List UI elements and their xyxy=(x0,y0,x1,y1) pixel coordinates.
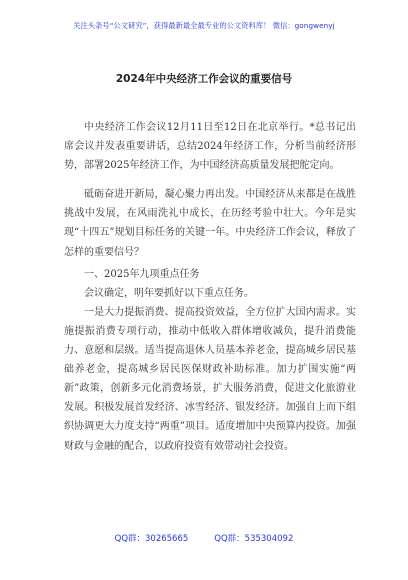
qq-group-1: QQ群：30265665 xyxy=(114,534,189,544)
paragraph-intro: 中央经济工作会议12月11日至12日在北京举行。*总书记出席会议并发表重要讲话，总结2024年经济工作，分析当前经济形势，部署2025年经济工作，为中国经济高质量发展把舵定向。 xyxy=(64,122,356,172)
contact-footer xyxy=(0,533,408,545)
paragraph-task-one: 一是大力提振消费、提高投资效益，全方位扩大国内需求。实施提振消费专项行动，推动中低收入群体增收减负，提升消费能力、意愿和层级。适当提高退休人员基本养老金，提高城乡居民基础养老金，提高城乡居民医保财政补助标准。加力扩围实施“两新”政策，创新多元化消费场景，扩大服务消费，促进文化旅游业发展。积极发展首发经济、冰雪经济、银发经济。加强自上而下组织协调更大力度支持“两重”项目。适度增加中央预算内投资。加强财政与金融的配合，以政府投资有效带动社会投资。 xyxy=(64,306,356,452)
document-title: 2024年中央经济工作会议的重要信号 xyxy=(115,73,293,85)
paragraph-tasks-intro: 会议确定，明年要抓好以下重点任务。 xyxy=(84,287,254,299)
promo-banner: 关注头条号“公文研究”，获得最新最全最专业的公文资料库！ 微信：gongwenyj xyxy=(73,21,335,30)
paragraph-context: 砥砺奋进开新局，凝心聚力再出发。中国经济从来都是在战胜挑战中发展，在风雨洗礼中成长，在历经考验中壮大。今年是实现“十四五”规划目标任务的关键一年。中央经济工作会议，释放了怎样的重要信号？ xyxy=(64,189,356,258)
section-heading: 一、2025年九项重点任务 xyxy=(84,268,200,280)
qq-group-2: QQ群：535304092 xyxy=(214,534,294,544)
document-body xyxy=(64,118,356,456)
